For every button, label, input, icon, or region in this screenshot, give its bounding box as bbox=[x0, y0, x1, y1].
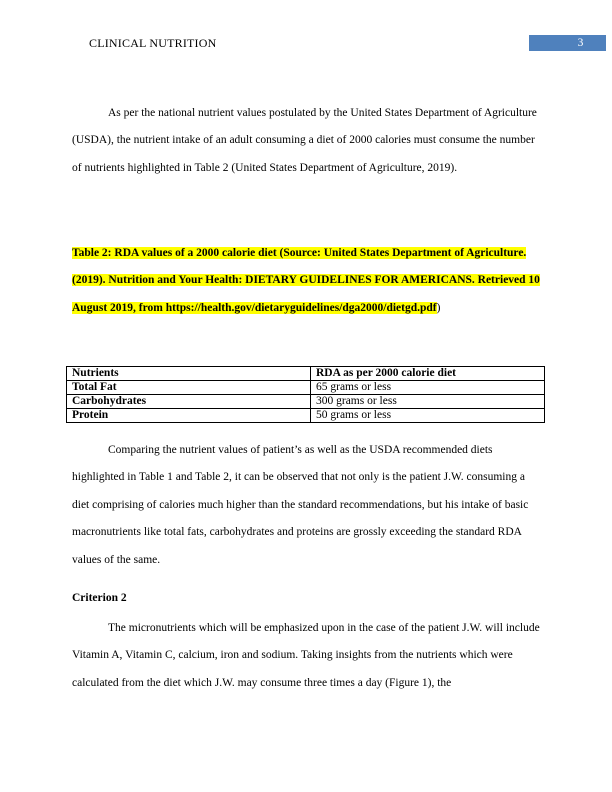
nutrient-cell: Carbohydrates bbox=[67, 395, 311, 409]
section-heading: Criterion 2 bbox=[72, 592, 127, 604]
nutrient-cell: Total Fat bbox=[67, 381, 311, 395]
rda-cell: 65 grams or less bbox=[311, 381, 545, 395]
table-header-row bbox=[67, 367, 545, 381]
paragraph-text: As per the national nutrient values postulated by the United States Department of Agriculture (USDA), the nutrient intake of an adult consuming a diet of 2000 calories must consume the number of nutrients highlighted in Table 2 (United States Department of Agriculture, 2019). bbox=[72, 107, 537, 174]
paragraph-comparison bbox=[72, 437, 542, 574]
running-head: CLINICAL NUTRITION bbox=[89, 36, 217, 50]
rda-cell: 50 grams or less bbox=[311, 409, 545, 423]
table-row bbox=[67, 395, 545, 409]
page-number-badge bbox=[529, 35, 606, 51]
nutrient-cell: Protein bbox=[67, 409, 311, 423]
paragraph-text: Comparing the nutrient values of patient’s as well as the USDA recommended diets highlighted in Table 1 and Table 2, it can be observed that not only is the patient J.W. consuming a diet comprising of calories much higher than the standard recommendations, but his intake of basic macronutrients like total fats, carbohydrates and proteins are grossly exceeding the standard RDA values of the same. bbox=[72, 444, 529, 566]
page-number: 3 bbox=[577, 37, 584, 49]
rda-cell: 300 grams or less bbox=[311, 395, 545, 409]
paragraph-usda-intro bbox=[72, 100, 542, 182]
paragraph-micronutrients bbox=[72, 615, 542, 697]
table-caption-closing: ) bbox=[436, 301, 441, 314]
table-row bbox=[67, 381, 545, 395]
paragraph-text: The micronutrients which will be emphasized upon in the case of the patient J.W. will include Vitamin A, Vitamin C, calcium, iron and sodium. Taking insights from the nutrients which were calculated from the diet which J.W. may consume three times a day (Figure 1), the bbox=[72, 622, 540, 689]
table-row bbox=[67, 409, 545, 423]
column-header-nutrients: Nutrients bbox=[67, 367, 311, 381]
rda-table bbox=[66, 366, 545, 423]
column-header-rda: RDA as per 2000 calorie diet bbox=[311, 367, 545, 381]
table-caption-text: Table 2: RDA values of a 2000 calorie diet (Source: United States Department of Agriculture. (2019). Nutrition and Your Health: DIETARY GUIDELINES FOR AMERICANS. Retrieved 10 August 2019, from https://health.gov/dietaryguidelines/dga2000/dietgd.pdf bbox=[72, 247, 540, 314]
table-caption bbox=[72, 240, 542, 322]
